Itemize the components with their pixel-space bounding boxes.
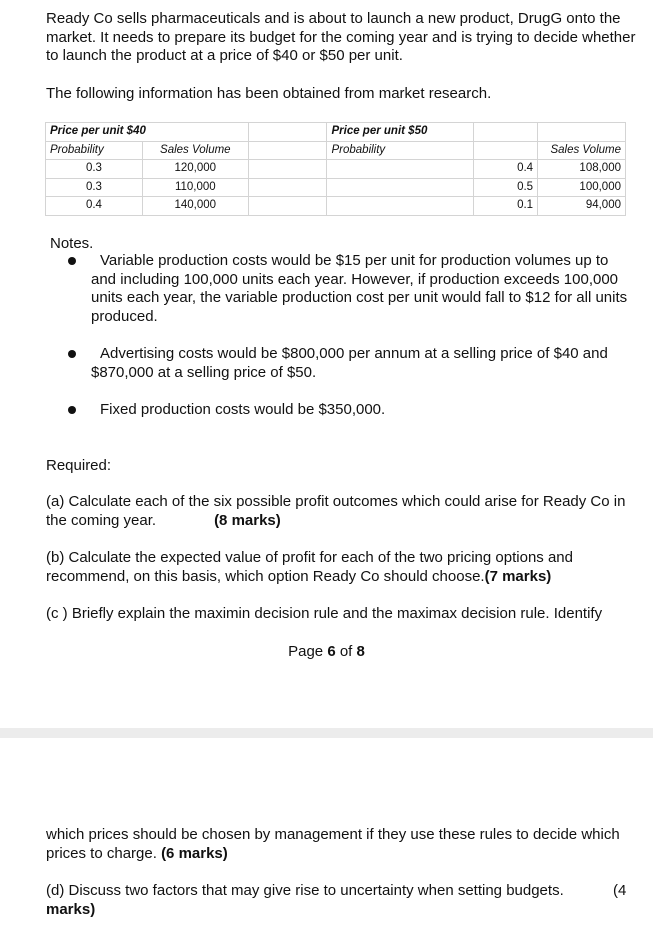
page-total: 8	[356, 643, 365, 660]
bullet-icon	[68, 350, 76, 358]
question-d-marks-close: marks)	[46, 900, 96, 918]
table-title-row	[46, 123, 626, 142]
required-heading: Required:	[46, 457, 112, 474]
p50-cell: 0.5	[474, 178, 538, 197]
question-b	[46, 549, 636, 586]
market-research-table	[45, 122, 626, 216]
intro-market-research: The following information has been obtained from market research.	[46, 85, 492, 102]
note-advertising-costs: Advertising costs would be $800,000 per annum at a selling price of $40 and $870,000 at a selling price of $50.	[91, 345, 608, 381]
table-row	[46, 197, 626, 216]
question-c-marks: (6 marks)	[161, 844, 228, 862]
s50-cell: 94,000	[538, 197, 626, 216]
notes-title: Notes.	[50, 235, 94, 252]
table-header-row	[46, 141, 626, 160]
table-row	[46, 160, 626, 179]
note-fixed-costs: Fixed production costs would be $350,000.	[100, 401, 386, 418]
price-40-title: Price per unit $40	[46, 123, 249, 142]
intro-paragraph: Ready Co sells pharmaceuticals and is about to launch a new product, DrugG onto the market. It needs to prepare its budget for the coming year and is trying to decide whether to launch the product at a price of $40 or $50 per unit.	[46, 10, 636, 64]
s40-cell: 120,000	[142, 160, 248, 179]
s50-cell: 108,000	[538, 160, 626, 179]
s40-cell: 110,000	[142, 178, 248, 197]
question-c-continued: which prices should be chosen by management if they use these rules to decide which prices to charge. (6 marks)	[46, 826, 620, 862]
p40-cell: 0.3	[46, 160, 143, 179]
bullet-icon	[68, 257, 76, 265]
s50-cell: 100,000	[538, 178, 626, 197]
p40-cell: 0.3	[46, 178, 143, 197]
s40-cell: 140,000	[142, 197, 248, 216]
sales-header-50: Sales Volume	[538, 141, 626, 160]
question-d-text: (d) Discuss two factors that may give rise to uncertainty when setting budgets.	[46, 882, 564, 899]
question-d	[46, 882, 636, 919]
question-b-marks: (7 marks)	[484, 567, 552, 585]
page-number: Page 6 of 8	[288, 643, 365, 660]
page-current: 6	[327, 643, 336, 660]
question-a	[46, 493, 636, 530]
question-c: (c ) Briefly explain the maximin decision rule and the maximax decision rule. Identify	[46, 605, 603, 622]
question-a-text: (a) Calculate each of the six possible profit outcomes which could arise for Ready Co in the coming year.	[46, 493, 626, 529]
page-separator	[0, 728, 653, 738]
sales-header-40: Sales Volume	[142, 141, 248, 160]
table-row	[46, 178, 626, 197]
bullet-icon	[68, 406, 76, 414]
question-a-marks: (8 marks)	[214, 511, 281, 529]
question-b-text: (b) Calculate the expected value of profit for each of the two pricing options and recommend, on this basis, which option Ready Co should choose.	[46, 549, 573, 585]
note-variable-costs: Variable production costs would be $15 per unit for production volumes up to and including 100,000 units each year. However, if production exceeds 100,000 units each year, the variable production cost per unit would fall to $12 for all units produced.	[91, 252, 628, 325]
p40-cell: 0.4	[46, 197, 143, 216]
price-50-title: Price per unit $50	[327, 123, 474, 142]
p50-cell: 0.4	[474, 160, 538, 179]
question-d-marks-open: (4	[613, 882, 627, 899]
prob-header-40: Probability	[46, 141, 143, 160]
prob-header-50: Probability	[327, 141, 474, 160]
p50-cell: 0.1	[474, 197, 538, 216]
